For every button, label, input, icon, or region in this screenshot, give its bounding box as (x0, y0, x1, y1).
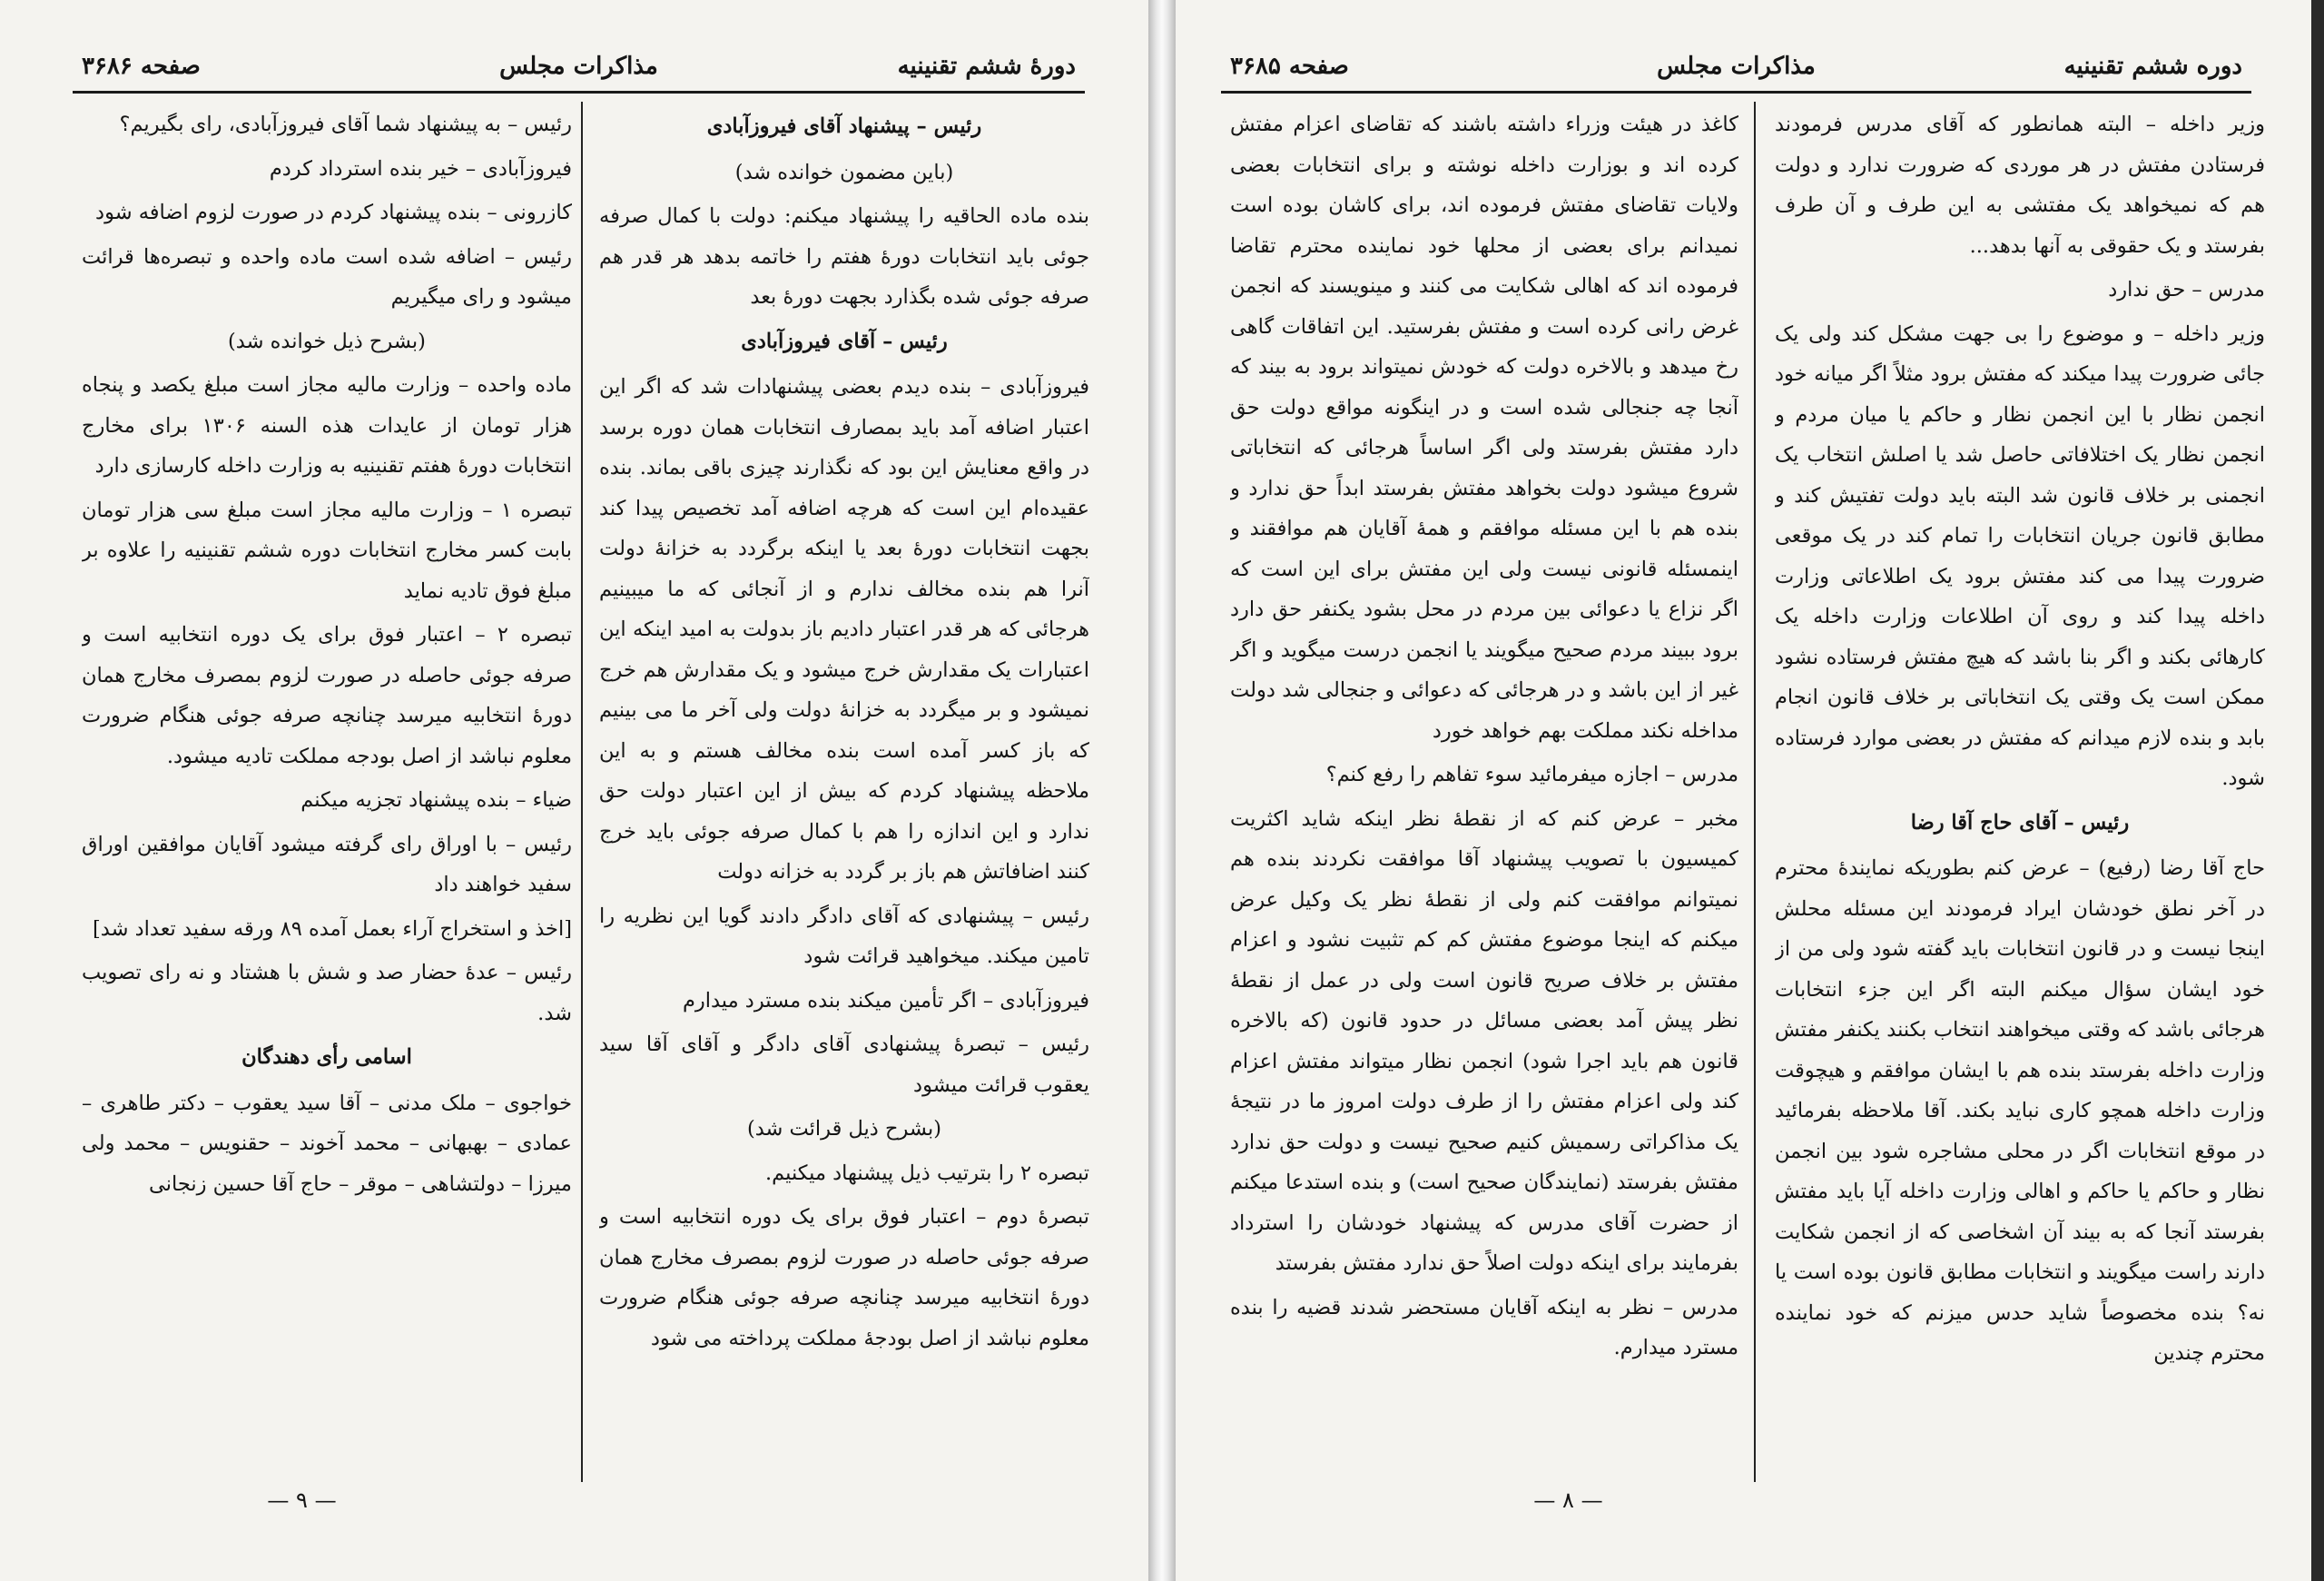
section-heading: رئیس – آقای فیروزآبادی (741, 329, 948, 353)
right-page (1176, 0, 2324, 1581)
left-page-right-column (599, 104, 1089, 1485)
paragraph: کازرونی – بنده پیشنهاد کردم در صورت لزوم اضافه شود (95, 201, 572, 224)
paragraph: حاج آقا رضا (رفیع) – عرض کنم بطوریکه نمایندهٔ محترم در آخر نطق خودشان ایراد فرمودند این مسئله محلش اینجا نیست و در قانون انتخابات باید گفته شود ولی من از خود ایشان سؤال میکنم البته اگر این جزء انتخابات هرجائی باشد که وقتی میخواهند انتخاب بکنند یکنفر مفتش وزارت داخله بفرستد بنده هم با ایشان موافقم و هیچوقت وزارت داخله همچو کاری نباید بکند. آقا ملاحظه بفرمائید در موقع انتخابات اگر در محلی مشاجره شود بین انجمن نظار و حاکم یا حاکم و اهالی وزارت داخله آیا باید مفتش بفرستد آنجا که به بیند آن اشخاصی که از انجمن شکایت دارند راست میگویند و انتخابات مطابق قانون بوده است یا نه؟ بنده مخصوصاً شاید حدس میزنم که خود نماینده محترم چندین (1775, 856, 2265, 1365)
paragraph: فیروزآبادی – اگر تأمین میکند بنده مسترد میدارم (682, 988, 1089, 1013)
left-header-rule (73, 91, 1085, 94)
paragraph: بنده ماده الحاقیه را پیشنهاد میکنم: دولت با کمال صرفه جوئی باید انتخابات دورهٔ هفتم را خاتمه بدهد هر قدر هم صرفه جوئی شده بگذارد بجهت دورهٔ بعد (599, 204, 1089, 309)
paragraph: کاغذ در هیئت وزراء داشته باشند که تقاضای اعزام مفتش کرده اند و بوزارت داخله نوشته و برای انتخابات بعضی ولایات تقاضای مفتش فرموده اند، برای کاشان بوده است نمیدانم برای بعضی از محلها خود نماینده محترم تقاضا فرموده اند که اهالی شکایت می کنند و مینویسند که انجمن غرض رانی کرده است و مفتش بفرستید. این اتفاقات گاهی رخ میدهد و بالاخره دولت که خودش نمیتواند برود به بیند که آنجا چه جنجالی شده است و در اینگونه مواقع دولت حق دارد مفتش بفرستد ولی اگر اساساً هرجائی که انتخاباتی شروع میشود دولت بخواهد مفتش بفرستد ابداً حق ندارد و بنده هم با این مسئله موافقم و همهٔ آقایان هم موافقند و اینمسئله قانونی نیست ولی این مفتش برای این است که اگر نزاع یا دعوائی بین مردم در محل بشود یکنفر حق دارد برود ببیند مردم صحیح میگویند یا انجمن درست میگوید و اگر غیر از این باشد و در هرجائی که دعوائی و جنجالی شد دولت مداخله نکند مملکت بهم خواهد خورد (1230, 113, 1738, 743)
paragraph: ضیاء – بنده پیشنهاد تجزیه میکنم (300, 788, 572, 812)
left-page-header (82, 53, 1076, 89)
paragraph: خواجوی – ملک مدنی – آقا سید یعقوب – دکتر طاهری – عمادی – بهبهانی – محمد آخوند – حقنویس – محمد ولی میرزا – دولتشاهی – موقر – حاج آقا حسین زنجانی (82, 1091, 572, 1196)
paragraph: رئیس – تبصرهٔ پیشنهادی آقای دادگر و آقای آقا سید یعقوب قرائت میشود (599, 1033, 1089, 1097)
paragraph: مخبر – عرض کنم که از نقطهٔ نظر اینکه شاید اکثریت کمیسیون با تصویب پیشنهاد آقا موافقت نکردند بنده هم نمیتوانم موافقت کنم ولی از نقطهٔ نظر یک وکیل عرض میکنم که اینجا موضوع مفتش کم کم تثبیت نشود و اعزام مفتش بر خلاف صریح قانون است ولی در عمل از نقطهٔ نظر پیش آمد بعضی مسائل در حدود قانون (که بالاخره قانون هم باید اجرا شود) انجمن نظار میتواند مفتش اعزام کند ولی اعزام مفتش را از طرف دولت امروز ما در نتیجهٔ یک مذاکراتی رسمیش کنیم صحیح نیست و دولت حق ندارد مفتش بفرستد (نمایندگان صحیح است) و بنده استدعا میکنم از حضرت آقای مدرس که پیشنهاد خودشان را استرداد بفرمایند برای اینکه دولت اصلاً حق ندارد مفتش بفرستد (1230, 806, 1738, 1275)
bracket-note: (بشرح ذیل خوانده شد) (228, 329, 426, 353)
right-page-session-label: دوره ششم تقنینیه (2063, 53, 2242, 80)
left-page-running-title: مذاکرات مجلس (499, 53, 658, 80)
scan-edge (2311, 0, 2324, 1581)
paragraph: ماده واحده – وزارت مالیه مجاز است مبلغ یکصد و پنجاه هزار تومان از عایدات هذه السنه ۱۳۰۶ برای مخارج انتخابات دورهٔ هفتم تقنینیه به وزارت داخله کارسازی دارد (82, 373, 572, 478)
paragraph: رئیس – به پیشنهاد شما آقای فیروزآبادی، رای بگیریم؟ (119, 113, 572, 136)
paragraph: رئیس – عدهٔ حضار صد و شش با هشتاد و نه رای تصویب شد. (82, 961, 572, 1025)
paragraph: وزیر داخله – البته همانطور که آقای مدرس فرمودند فرستادن مفتش در هر موردی که ضرورت ندارد و دولت هم که نمیخواهد یک مفتشی به این طرف و آن طرف بفرستد و یک حقوقی به آنها بدهد... (1775, 113, 2265, 258)
right-page-header (1230, 53, 2242, 89)
paragraph: رئیس – اضافه شده است ماده واحده و تبصره‌ها قرائت میشود و رای میگیریم (82, 244, 572, 309)
left-page-number: صفحه ۳۶۸۶ (82, 53, 201, 80)
paragraph: رئیس – پیشنهادی که آقای دادگر دادند گویا این نظریه را تامین میکند. میخواهید قرائت شود (599, 904, 1089, 968)
right-page-right-column (1775, 104, 2265, 1485)
paragraph: فیروزآبادی – بنده دیدم بعضی پیشنهادات شد که اگر این اعتبار اضافه آمد باید بمصارف انتخابات همان دوره برسد در واقع معنایش این بود که نگذارند چیزی باقی بماند. بنده عقیده‌ام این است که هرچه اضافه آمد تخصیص پیدا کند بجهت انتخابات دورهٔ بعد یا اینکه برگردد به خزانهٔ دولت آنرا هم بنده مخالف ندارم و از آنجائی که ما میبینیم هرجائی که هر قدر اعتبار دادیم باز بدولت به امید اینکه این اعتبارات یک مقدارش خرج میشود و یک مقدارش هم خرج نمیشود و بر میگردد به خزانهٔ دولت ولی آخر ما می بینیم که باز کسر آمده است بنده مخالف هستم و به این ملاحظه پیشنهاد کردم که بیش از این اعتبار دولت حق ندارد و این اندازه را هم با کمال صرفه جوئی باید خرج کنند اضافاتش هم باز بر گردد به خزانه دولت (599, 375, 1089, 884)
right-header-rule (1221, 91, 2251, 94)
book-gutter (1148, 0, 1176, 1581)
section-heading: اسامی رأی دهندگان (241, 1045, 412, 1069)
bracket-note: (بشرح ذیل قرائت شد) (746, 1117, 942, 1141)
paragraph: وزیر داخله – و موضوع را بی جهت مشکل کند ولی یک جائی ضرورت پیدا میکند که مفتش برود مثلاً اگر میانه خود انجمن نظار با این انجمن نظار و حاکم یا میان مردم و انجمن نظار یک اختلافاتی حاصل شد یا اصلش انتخاب یک انجمنی بر خلاف قانون شد البته باید دولت تفتیش کند و مطابق قانون جریان انتخابات را تمام کند در یک موقعی ضرورت پیدا می کند مفتش برود یک اطلاعاتی وزارت داخله پیدا کند و روی آن اطلاعات وزارت داخله یک کارهائی بکند و اگر بنا باشد که هیچ مفتش فرستاده نشود ممکن است یک وقتی یک انتخاباتی بر خلاف قانون انجام بابد و بنده لازم میدانم که مفتش در بعضی موارد فرستاده شود. (1775, 321, 2265, 790)
section-heading: رئیس – پیشنهاد آقای فیروزآبادی (706, 114, 982, 138)
left-page (0, 0, 1148, 1581)
right-column-divider (1754, 102, 1756, 1482)
section-heading: رئیس – آقای حاج آقا رضا (1910, 810, 2130, 835)
paragraph: تبصره ۲ – اعتبار فوق برای یک دوره انتخابیه است و صرفه جوئی حاصله در صورت لزوم بمصرف مخارج همان دورهٔ انتخابیه میرسد چنانچه صرفه جوئی هنگام ضرورت معلوم نباشد از اصل بودجه مملکت تادیه میشود. (82, 623, 572, 768)
paragraph: تبصره ۱ – وزارت مالیه مجاز است مبلغ سی هزار تومان بابت کسر مخارج انتخابات دوره ششم تقنینیه را علاوه بر مبلغ فوق تادیه نماید (82, 498, 572, 603)
paragraph: تبصره ۲ را بترتیب ذیل پیشنهاد میکنیم. (765, 1161, 1089, 1185)
right-page-number: صفحه ۳۶۸۵ (1230, 53, 1349, 80)
bracket-note: (باین مضمون خوانده شد) (734, 160, 954, 184)
right-page-left-column (1230, 104, 1738, 1485)
left-page-footer-number: — ۹ — (267, 1487, 337, 1513)
left-page-session-label: دورهٔ ششم تقنینیه (897, 53, 1076, 80)
paragraph: مدرس – حق ندارد (2108, 278, 2265, 301)
right-page-running-title: مذاکرات مجلس (1657, 53, 1816, 80)
paragraph: فیروزآبادی – خیر بنده استرداد کردم (269, 156, 572, 181)
left-column-divider (581, 102, 583, 1482)
right-page-footer-number: — ۸ — (1533, 1487, 1603, 1513)
paragraph: رئیس – با اوراق رای گرفته میشود آقایان موافقین اوراق سفید خواهند داد (82, 832, 572, 896)
paragraph: [اخذ و استخراج آراء بعمل آمده ۸۹ ورقه سفید تعداد شد] (93, 916, 572, 941)
paragraph: تبصرهٔ دوم – اعتبار فوق برای یک دوره انتخابیه است و صرفه جوئی حاصله در صورت لزوم بمصرف مخارج همان دورهٔ انتخابیه میرسد چنانچه صرفه جوئی هنگام ضرورت معلوم نباشد از اصل بودجهٔ مملکت پرداخته می شود (599, 1205, 1089, 1350)
left-page-left-column (82, 104, 572, 1485)
paragraph: مدرس – اجازه میفرمائید سوء تفاهم را رفع کنم؟ (1325, 763, 1738, 786)
paragraph: مدرس – نظر به اینکه آقایان مستحضر شدند قضیه را بنده مسترد میدارم. (1230, 1295, 1738, 1359)
